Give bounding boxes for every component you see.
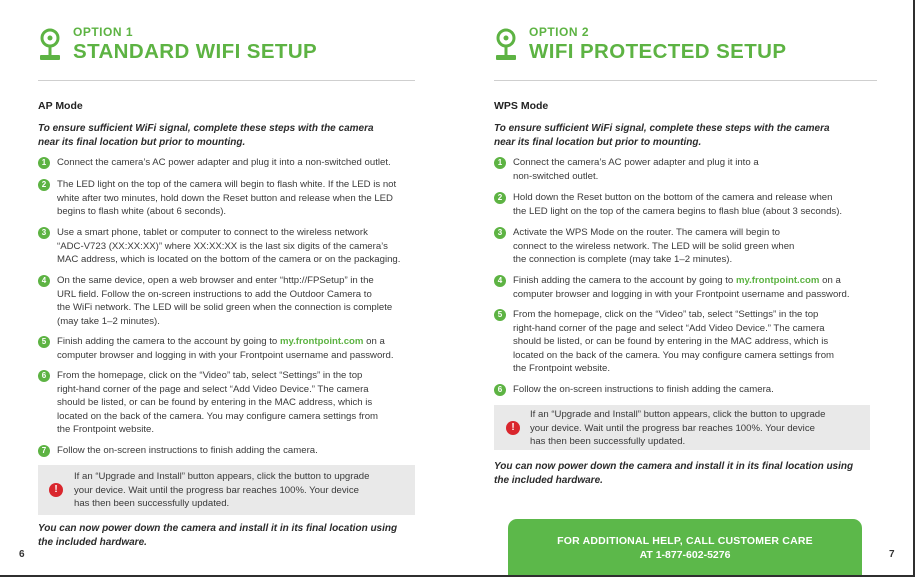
- option-label: OPTION 2: [529, 25, 590, 39]
- warning-icon: !: [506, 421, 520, 435]
- option-title: STANDARD WIFI SETUP: [73, 40, 318, 63]
- phone-number[interactable]: 1-877-602-5276: [655, 549, 731, 561]
- intro-line: To ensure sufficient WiFi signal, complete these steps with the camera: [38, 123, 374, 134]
- step-text: [57, 335, 394, 362]
- step-number: 3: [38, 227, 50, 239]
- intro-line: To ensure sufficient WiFi signal, complete these steps with the camera: [494, 123, 830, 134]
- mode-heading: AP Mode: [38, 100, 83, 112]
- intro-line: near its final location but prior to mounting.: [494, 136, 702, 148]
- step-text: Use a smart phone, tablet or computer to connect to the wireless network “ADC-V723 (XX:XX:XX)” where XX:XX:XX is the last six digits of the camera’s MAC address, which is located on the bottom of the camera or on the packaging.: [57, 227, 401, 265]
- page-number: 6: [19, 549, 25, 560]
- mode-heading: WPS Mode: [494, 100, 549, 112]
- step-number: 2: [494, 192, 506, 204]
- step-text: Connect the camera’s AC power adapter and plug it into a non-switched outlet.: [57, 157, 391, 168]
- left-page: [38, 0, 415, 548]
- intro-line: near its final location but prior to mounting.: [38, 136, 246, 148]
- customer-care-banner: [508, 519, 862, 577]
- option-title: WIFI PROTECTED SETUP: [529, 40, 787, 63]
- outro-text: You can now power down the camera and install it in its final location using the included hardware.: [38, 523, 398, 548]
- right-page: [494, 0, 877, 486]
- step-number: 4: [494, 275, 506, 287]
- step-text: The LED light on the top of the camera will begin to flash white. If the LED is not white after two minutes, hold down the Reset button and release when the LED begins to flash white (about 6 seconds).: [57, 179, 397, 217]
- intro-text: [494, 122, 830, 149]
- step-text: From the homepage, click on the “Video” tab, select “Settings” in the top right-hand corner of the page and select “Add Video Device.” The camera should be listed, or can be found by entering in the MAC address, which is located on the back of the camera. You may configure camera settings from the Frontpoint website.: [513, 309, 835, 374]
- warning-icon: !: [49, 483, 63, 497]
- step-number: 3: [494, 227, 506, 239]
- step-text-part: Finish adding the camera to the account by going to: [513, 275, 736, 286]
- help-line: [508, 549, 862, 561]
- step-text: Activate the WPS Mode on the router. The camera will begin to connect to the wireless network. The LED will be solid green when the connection is complete (may take 1–2 minutes).: [513, 227, 795, 265]
- step-number: 4: [38, 275, 50, 287]
- frontpoint-link[interactable]: my.frontpoint.com: [735, 275, 820, 286]
- step-number: 1: [38, 157, 50, 169]
- step-number: 7: [38, 445, 50, 457]
- step-text: On the same device, open a web browser and enter “http://FPSetup” in the URL field. Follow the on-screen instructions to add the Outdoor Camera to the WiFi network. The LED will be solid green when the connection is complete (may take 1–2 minutes).: [57, 275, 393, 327]
- step-text: Hold down the Reset button on the bottom of the camera and release when the LED light on the top of the camera begins to flash blue (about 3 seconds).: [513, 192, 843, 217]
- note-text: If an “Upgrade and Install” button appears, click the button to upgrade your device. Wait until the progress bar reaches 100%. Your device has then been successfully updated.: [530, 409, 826, 447]
- option-2-header: [494, 0, 877, 81]
- wifi-setup-icon: [38, 28, 62, 64]
- option-label: OPTION 1: [73, 25, 134, 39]
- upgrade-note: [494, 405, 870, 450]
- option-1-header: [38, 0, 415, 81]
- upgrade-note: [38, 465, 415, 515]
- help-prefix: AT: [639, 549, 656, 561]
- step-text: From the homepage, click on the “Video” tab, select “Settings” in the top right-hand corner of the page and select “Add Video Device.” The camera should be listed, or can be found by entering in the MAC address, which is located on the back of the camera. You may configure camera settings from the Frontpoint website.: [57, 370, 379, 435]
- step-number: 6: [38, 370, 50, 382]
- step-text-part: on a computer browser and logging in with your Frontpoint username and password.: [57, 336, 394, 361]
- step-text: Connect the camera’s AC power adapter and plug it into a non-switched outlet.: [513, 157, 759, 182]
- step-text: Follow the on-screen instructions to finish adding the camera.: [513, 384, 774, 395]
- frontpoint-link[interactable]: my.frontpoint.com: [279, 336, 364, 347]
- page-number: 7: [889, 549, 895, 560]
- step-number: 5: [38, 336, 50, 348]
- step-number: 1: [494, 157, 506, 169]
- step-number: 5: [494, 309, 506, 321]
- step-number: 2: [38, 179, 50, 191]
- note-text: If an “Upgrade and Install” button appears, click the button to upgrade your device. Wait until the progress bar reaches 100%. Your device has then been successfully updated.: [74, 471, 370, 509]
- step-text-part: on a computer browser and logging in with your Frontpoint username and password.: [513, 275, 850, 300]
- step-number: 6: [494, 384, 506, 396]
- step-text: [513, 274, 850, 301]
- intro-text: [38, 122, 374, 149]
- wifi-setup-icon: [494, 28, 518, 64]
- step-text: Follow the on-screen instructions to finish adding the camera.: [57, 445, 318, 456]
- help-line: FOR ADDITIONAL HELP, CALL CUSTOMER CARE: [557, 535, 813, 547]
- outro-text: You can now power down the camera and install it in its final location using the included hardware.: [494, 461, 854, 486]
- step-text-part: Finish adding the camera to the account by going to: [57, 336, 280, 347]
